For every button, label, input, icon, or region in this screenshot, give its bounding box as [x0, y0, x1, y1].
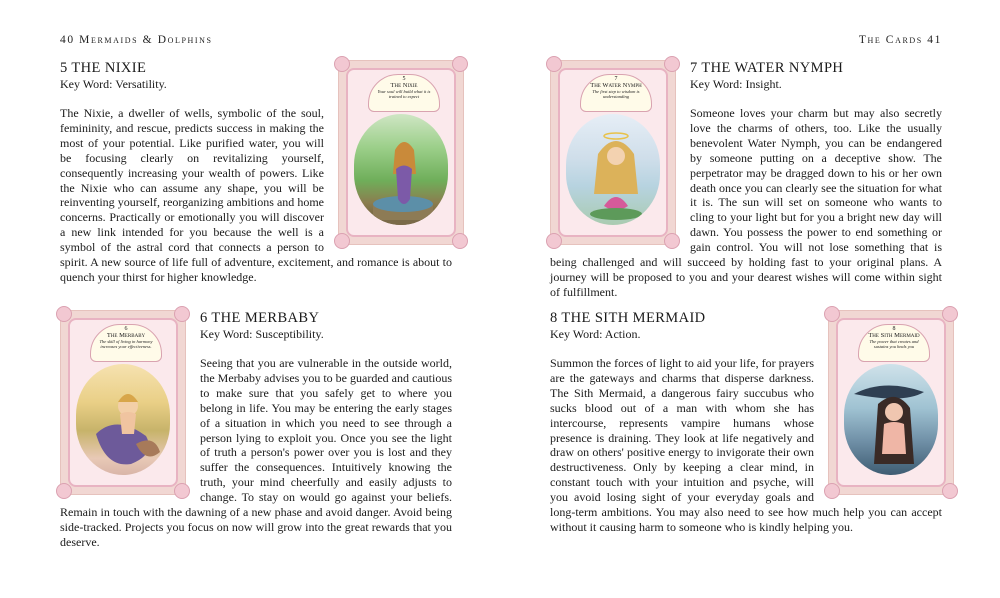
- card-number: 7: [614, 76, 618, 82]
- card-illustration: [844, 364, 938, 475]
- card-name: The Merbaby: [106, 332, 146, 339]
- entry-keyword: Key Word: Versatility.: [60, 77, 167, 91]
- entry-keyword: Key Word: Action.: [550, 327, 641, 341]
- entry-title: 6 THE MERBABY: [200, 310, 320, 326]
- entry-title: 7 THE WATER NYMPH: [690, 60, 844, 76]
- card-illustration: [354, 114, 448, 225]
- entry-water-nymph: [550, 60, 942, 300]
- card-sith-mermaid: [828, 310, 954, 495]
- card-number: 6: [124, 326, 128, 332]
- entry-title: 5 THE NIXIE: [60, 60, 147, 76]
- card-motto: The first step to wisdom is understanding: [592, 89, 640, 99]
- entry-sith-mermaid: [550, 310, 942, 535]
- merbaby-figure-icon: [76, 364, 170, 475]
- entry-keyword: Key Word: Insight.: [690, 77, 782, 91]
- card-motto: Your soul will build what it is trained to expect: [377, 89, 431, 99]
- nixie-figure-icon: [354, 114, 448, 225]
- card-number: 5: [402, 76, 406, 82]
- card-motto: The power that creates and sustains you heals you: [869, 339, 919, 349]
- card-motto: The skill of living in harmony increases your effectiveness.: [99, 339, 153, 349]
- card-water-nymph: [550, 60, 676, 245]
- card-name: The Nixie: [390, 82, 418, 89]
- card-nixie: [338, 60, 464, 245]
- entry-body: Seeing that you are vulnerable in the outside world, the Merbaby advises you to be guarded and cautious to make sure that you safely get to where you belong in life. You may be entering the early stages of a situation in which you need to see through a person lying to exploit you. Once you see the light of truth a person's power over you is lost and they suffer the consequences. Intuitively knowing the truth, your mind cheerfully and easily adjusts to change. To stay on would go against your beliefs. Remain in touch with the dawning of a new phase and avoid danger. Avoid being side-tracked. Projects you focus on now will grow into the great rewards that you deserve.: [60, 356, 452, 549]
- water-nymph-figure-icon: [566, 114, 660, 225]
- entry-body: The Nixie, a dweller of wells, symbolic of the soul, femininity, and rescue, predicts success in making the most of your potential. Like purified water, you will be focusing clearly on revitalizing yourself, consequently increasing your wealth of powers. Like the Nixie who can assume any shape, you will be reinventing yourself, reorganizing ambitions and home concerns. Practically or emotionally you will discover a new link intended for you because the well is a symbol of the astral cord that connects a person to spirit. A new source of life full of adventure, excitement, and romance is about to quench your thirst for higher knowledge.: [60, 106, 452, 284]
- right-page: [500, 0, 1000, 598]
- entry-body: Summon the forces of light to aid your life, for prayers are the gateways and charms that disperse darkness. The Sith Mermaid, a dangerous fairy succubus who sucks blood out of a man with whom she has intercourse, represents vampire humans whose presence is draining. They look at life negatively and draw on others' positive energy to invigorate their own destructiveness. Only by keeping a clear mind, in constant touch with your intuition and psyche, will you avoid losing sight of your everyday goals and long-term ambitions. You may also need to see how much help you can accept without it causing harm to someone who is kindly helping you.: [550, 356, 942, 534]
- card-name: The Sith Mermaid: [868, 332, 920, 339]
- card-name: The Water Nymph: [590, 82, 642, 89]
- entry-keyword: Key Word: Susceptibility.: [200, 327, 324, 341]
- entry-title: 8 THE SITH MERMAID: [550, 310, 706, 326]
- card-illustration: [566, 114, 660, 225]
- card-number: 8: [892, 326, 896, 332]
- entry-nixie: [60, 60, 452, 285]
- running-head-left: 40 Mermaids & Dolphins: [60, 34, 213, 46]
- sith-mermaid-figure-icon: [844, 364, 938, 475]
- entry-body: Someone loves your charm but may also secretly love the charms of others, too. Like the usually benevolent Water Nymph, you can be endangered by someone putting on a deceptive show. The perpetrator may be dragged down to his or her own death once you can clearly see the situation for what it is. The sun will set on someone who wants to cling to your light but for you a bright new day will dawn. You possess the power to end something or gain control. You will not lose something that is being challenged and will succeed by holding fast to your original plans. A journey will be proposed to you and your dearest wishes will come within sight of fulfillment.: [550, 106, 942, 299]
- card-illustration: [76, 364, 170, 475]
- card-merbaby: [60, 310, 186, 495]
- running-head-right: The Cards 41: [858, 34, 942, 46]
- entry-merbaby: [60, 310, 452, 550]
